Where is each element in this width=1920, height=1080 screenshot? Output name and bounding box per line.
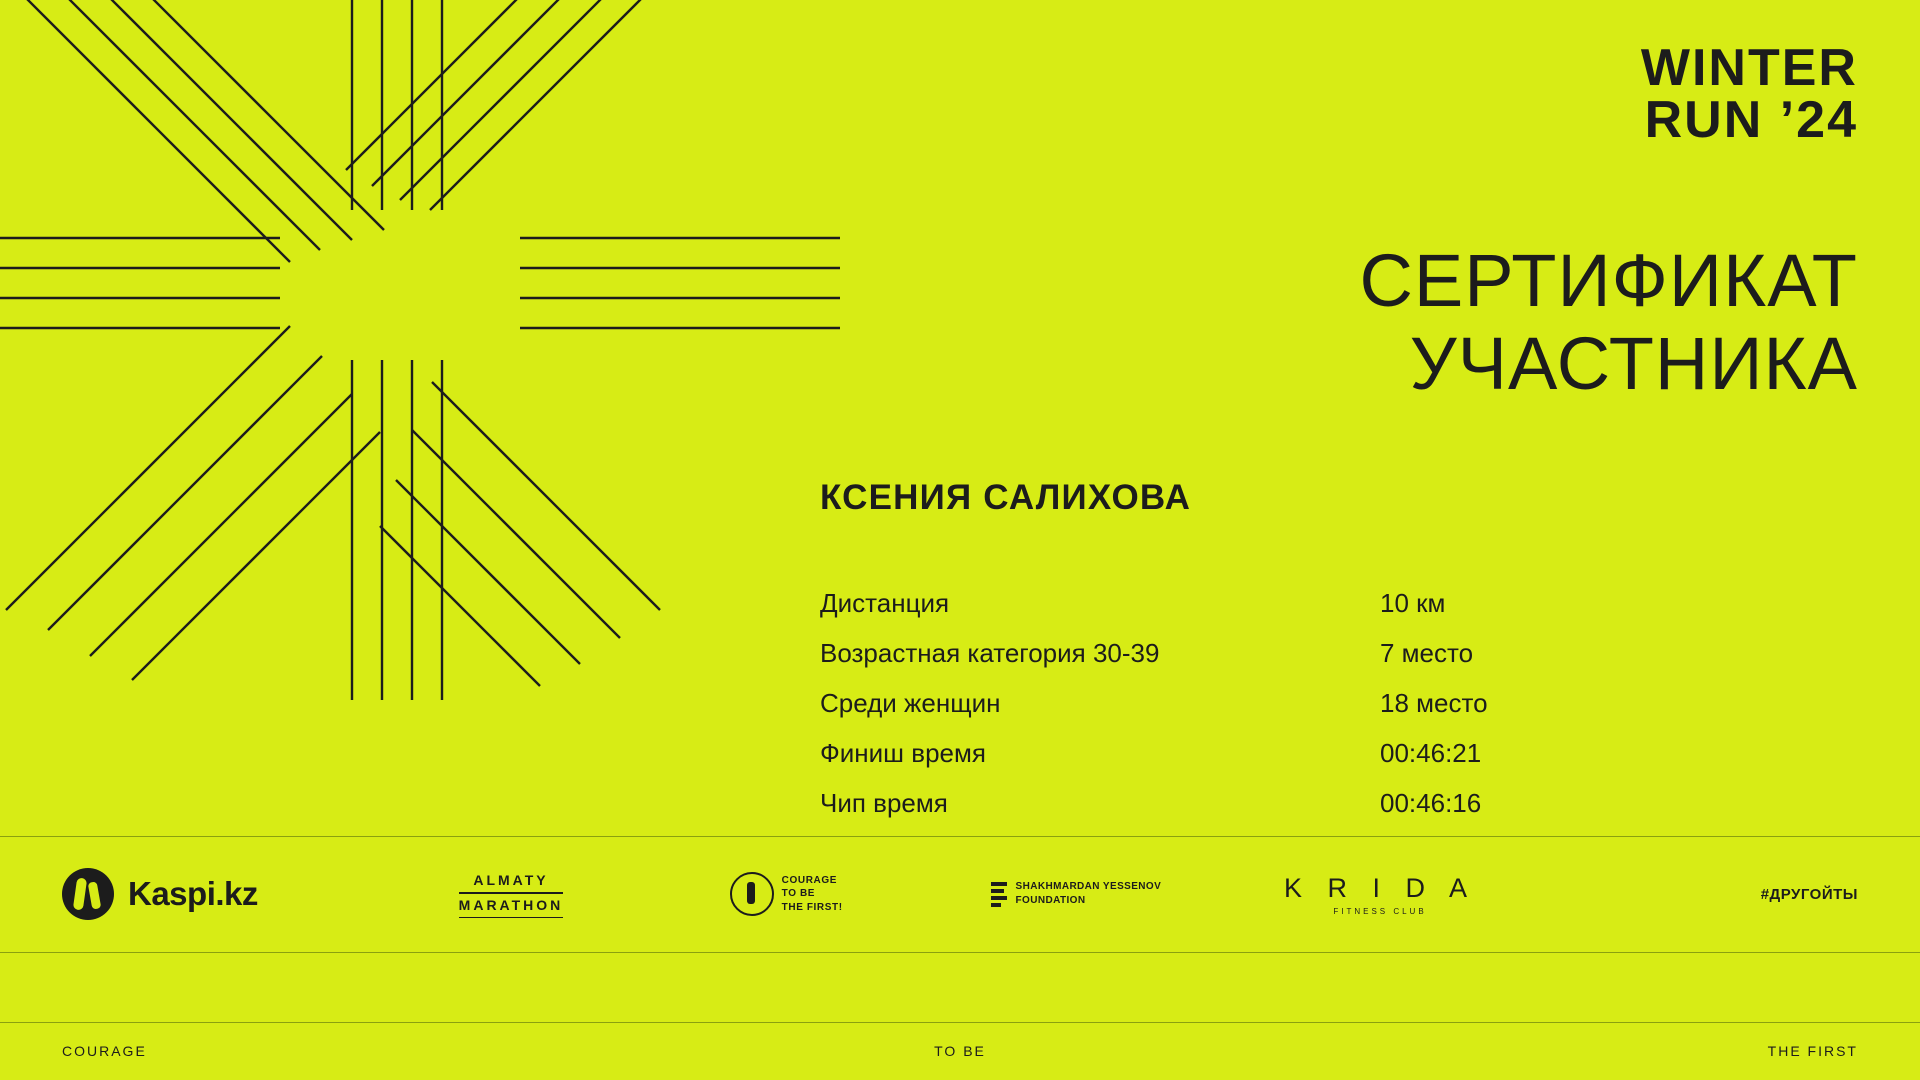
- courage-line3: THE FIRST!: [781, 901, 843, 913]
- result-value: 00:46:21: [1380, 738, 1482, 768]
- result-value: 7 место: [1380, 638, 1474, 668]
- sponsor-drugoity: [1539, 836, 1920, 952]
- almaty-marathon-logo-icon: [459, 870, 564, 918]
- footer-center-text: TO BE: [934, 1043, 986, 1059]
- krida-label: K R I D A: [1283, 872, 1477, 903]
- event-title: [1640, 39, 1858, 149]
- table-row: [820, 728, 1580, 778]
- almaty-line2: MARATHON: [459, 893, 564, 918]
- result-label: Дистанция: [820, 588, 950, 618]
- table-row: [820, 578, 1580, 628]
- krida-logo-icon: [1284, 873, 1476, 916]
- page-title-line1: СЕРТИФИКАТ: [1359, 239, 1858, 322]
- result-value: 18 место: [1380, 688, 1488, 718]
- result-value: 00:46:16: [1380, 788, 1482, 818]
- participant-name: КСЕНИЯ САЛИХОВА: [820, 478, 1192, 517]
- shakhmardan-line1: SHAKHMARDAN YESSENOV: [1015, 881, 1162, 892]
- sponsor-almaty-marathon: [381, 836, 642, 952]
- almaty-line1: ALMATY: [459, 870, 564, 893]
- table-row: [820, 778, 1580, 828]
- event-title-line2: RUN ’24: [1644, 91, 1858, 149]
- shakhmardan-line2: FOUNDATION: [1015, 895, 1086, 906]
- results-table: [820, 578, 1580, 828]
- sponsor-bar: [0, 836, 1920, 952]
- courage-line1: COURAGE: [781, 874, 837, 886]
- result-label: Чип время: [820, 788, 948, 818]
- result-label: Финиш время: [820, 738, 986, 768]
- footer-right-text: THE FIRST: [1767, 1043, 1858, 1059]
- result-value: 10 км: [1380, 588, 1446, 618]
- footer-left-text: COURAGE: [62, 1043, 147, 1059]
- table-row: [820, 628, 1580, 678]
- sponsor-krida: [1221, 836, 1540, 952]
- divider-middle: [0, 952, 1920, 953]
- starburst-decoration-icon: [0, 0, 960, 800]
- drugoity-logo-icon: #ДРУГОЙТЫ: [1760, 885, 1858, 903]
- sponsor-yessenov-foundation: [931, 836, 1221, 952]
- result-label: Среди женщин: [820, 688, 1001, 718]
- page-title-line2: УЧАСТНИКА: [1409, 321, 1858, 405]
- yessenov-foundation-logo-icon: [991, 882, 1007, 907]
- courage-fund-logo-icon: [730, 872, 774, 916]
- kaspi-label: Kaspi.kz: [128, 875, 258, 912]
- event-title-line1: WINTER: [1640, 39, 1858, 97]
- footer-strip: [0, 1022, 1920, 1080]
- page-title: [1359, 240, 1858, 406]
- krida-sublabel: FITNESS CLUB: [1333, 906, 1427, 916]
- sponsor-courage-fund: [641, 836, 931, 952]
- table-row: [820, 678, 1580, 728]
- kaspi-logo-icon: [62, 868, 114, 920]
- courage-line2: TO BE: [781, 888, 816, 900]
- result-label: Возрастная категория 30-39: [820, 638, 1160, 668]
- sponsor-kaspi: [0, 836, 381, 952]
